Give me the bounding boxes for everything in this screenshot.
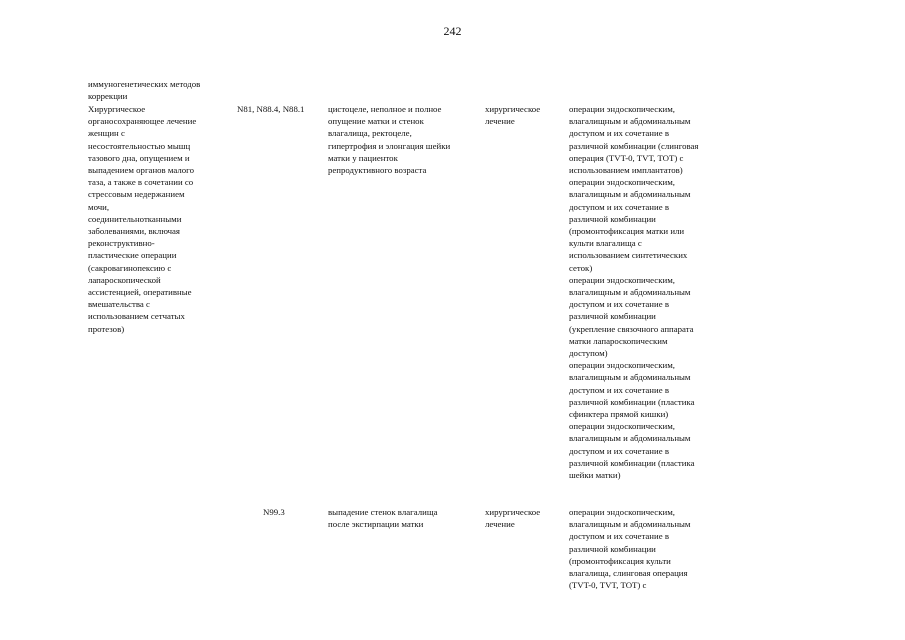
row2-methods: операции эндоскопическим, влагалищным и абдоминальным доступом и их сочетание в различной комбинации (промонтофиксация культи влагалища, слинговая операция (TVT-0, TVT, TOT) с <box>569 507 691 591</box>
row1-methods: операции эндоскопическим, влагалищным и абдоминальным доступом и их сочетание в различной комбинации (слинговая операция (TVT-0, TVT, TOT) с использованием имплантатов) операции эндоскопическим, влагалищным и абдоминальным доступом и их сочетание в различной комбинации (промонтофиксация матки или культи влагалища с использованием синтетических сеток) операции эндоскопическим, влагалищным и абдоминальным доступом и их сочетание в различной комбинации (укрепление связочного аппарата матки лапароскопическим доступом) операции эндоскопическим, влагалищным и абдоминальным доступом и их сочетание в различной комбинации (пластика сфинктера прямой кишки) операции эндоскопическим, влагалищным и абдоминальным доступом и их сочетание в различной комбинации (пластика шейки матки) <box>569 104 699 481</box>
row2-description: выпадение стенок влагалища после экстирпации матки <box>328 507 438 530</box>
row1-description: цистоцеле, неполное и полное опущение матки и стенок влагалища, ректоцеле, гипертрофия и элонгация шейки матки у пациенток репродуктивного возраста <box>328 104 451 176</box>
row1-codes: N81, N88.4, N88.1 <box>237 104 305 114</box>
continuation-text: иммуногенетических методов коррекции <box>88 79 201 102</box>
row1-name: Хирургическое органосохраняющее лечение женщин с несостоятельностью мышц тазового дна, опущением и выпадением органов малого таза, а также в сочетании со стрессовым недержанием мочи, соединительнотканными заболеваниями, включая реконструктивно- пластические операции (сакровагинопексию с лапароскопической ассистенцией, оперативные вмешательства с использованием сетчатых протезов) <box>88 104 197 334</box>
row1-treatment: хирургическое лечение <box>485 104 541 127</box>
row2-codes: N99.3 <box>263 507 285 517</box>
page-number: 242 <box>443 24 462 38</box>
row2-treatment: хирургическое лечение <box>485 507 541 530</box>
